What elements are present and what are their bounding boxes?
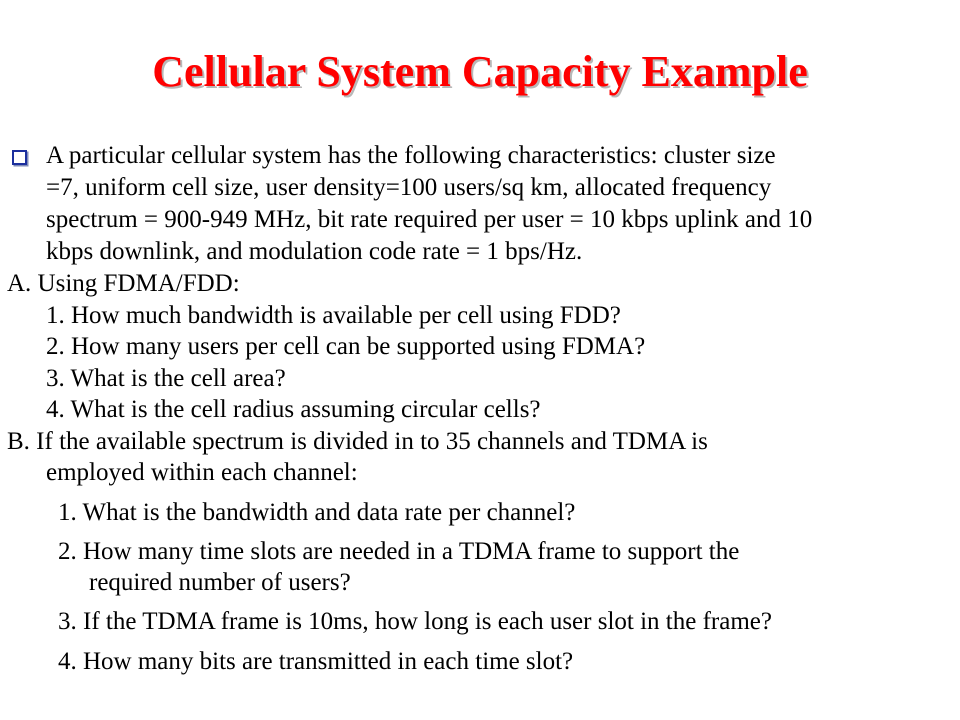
part-a-question: 3. What is the cell area? <box>46 365 286 392</box>
part-b-question: 1. What is the bandwidth and data rate per channel? <box>58 499 576 526</box>
part-b-heading: employed within each channel: <box>46 459 358 486</box>
part-a-question: 2. How many users per cell can be supported using FDMA? <box>46 333 646 360</box>
intro-line: A particular cellular system has the following characteristics: cluster size <box>46 142 776 169</box>
part-b-question: required number of users? <box>89 569 351 596</box>
intro-line: =7, uniform cell size, user density=100 users/sq km, allocated frequency <box>46 174 772 201</box>
hollow-square-bullet-icon <box>12 150 27 165</box>
slide-title: Cellular System Capacity Example <box>152 47 808 96</box>
part-a-heading: A. Using FDMA/FDD: <box>7 270 240 297</box>
part-b-question: 2. How many time slots are needed in a TDMA frame to support the <box>58 538 740 565</box>
part-a-question: 1. How much bandwidth is available per cell using FDD? <box>46 302 621 329</box>
intro-line: kbps downlink, and modulation code rate = 1 bps/Hz. <box>46 238 583 265</box>
intro-line: spectrum = 900-949 MHz, bit rate required per user = 10 kbps uplink and 10 <box>46 206 813 233</box>
part-b-question: 4. How many bits are transmitted in each time slot? <box>58 648 574 675</box>
part-a-question: 4. What is the cell radius assuming circular cells? <box>46 396 541 423</box>
part-b-question: 3. If the TDMA frame is 10ms, how long is each user slot in the frame? <box>58 608 772 635</box>
part-b-heading: B. If the available spectrum is divided in to 35 channels and TDMA is <box>7 428 708 455</box>
